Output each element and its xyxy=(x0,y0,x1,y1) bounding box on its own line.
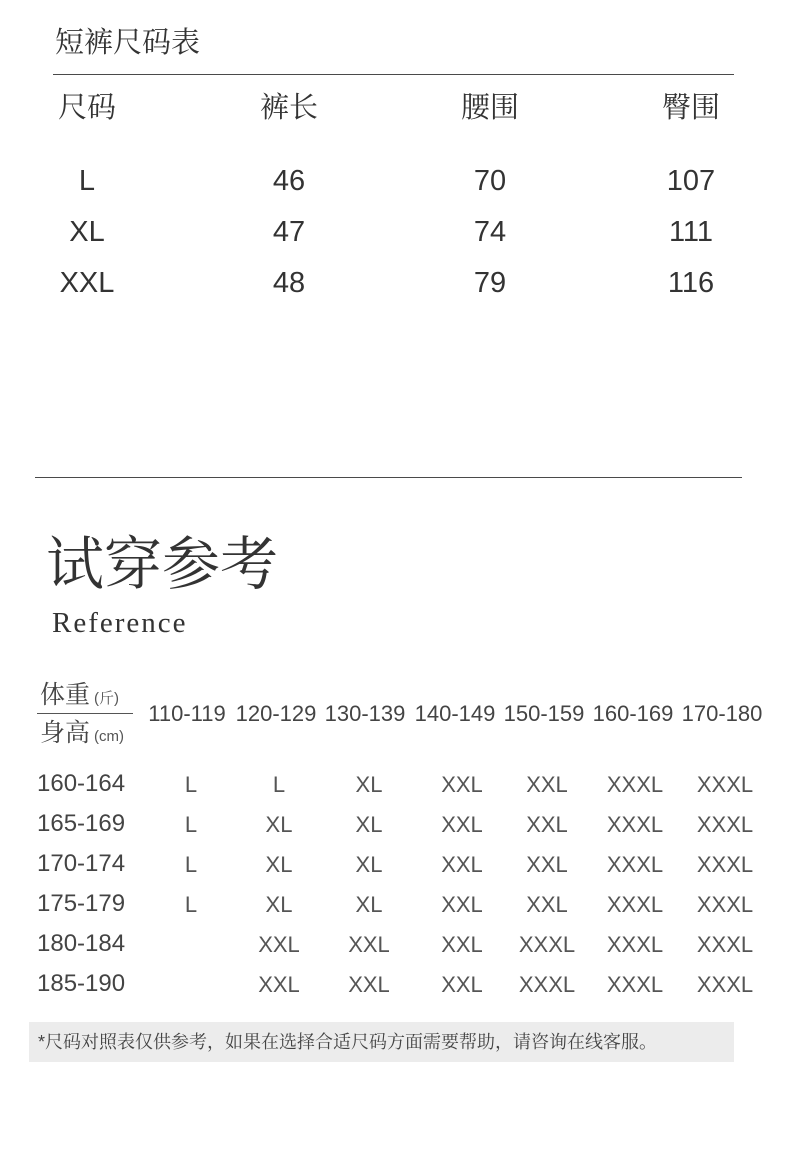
size-recommendation: XXXL xyxy=(518,932,576,957)
size-recommendation: XXXL xyxy=(606,932,664,957)
weight-range-header: 110-119 xyxy=(148,701,226,726)
weight-label: 体重 xyxy=(40,681,91,709)
size-recommendation: XL xyxy=(265,852,293,877)
length-cell: 48 xyxy=(272,267,306,299)
size-recommendation: XL xyxy=(355,812,383,837)
reference-row xyxy=(0,970,790,998)
size-recommendation: L xyxy=(184,812,198,837)
waist-cell: 70 xyxy=(473,165,507,197)
length-cell: 47 xyxy=(272,216,306,248)
column-header-waist: 腰围 xyxy=(460,92,519,124)
size-cell: XXL xyxy=(59,267,115,299)
hip-cell: 111 xyxy=(668,216,714,248)
size-recommendation: XXL xyxy=(348,972,390,997)
size-recommendation: XXXL xyxy=(606,772,664,797)
height-range-label: 185-190 xyxy=(37,970,126,997)
size-recommendation: XL xyxy=(355,892,383,917)
reference-row xyxy=(0,930,790,958)
size-chart-row xyxy=(0,165,790,197)
height-label: 身高 xyxy=(40,719,91,747)
height-range-label: 165-169 xyxy=(37,810,126,837)
column-header-length: 裤长 xyxy=(259,92,318,124)
size-recommendation: XXL xyxy=(258,972,300,997)
disclaimer-box xyxy=(29,1022,734,1062)
size-recommendation: XXXL xyxy=(518,972,576,997)
size-recommendation: XXL xyxy=(258,932,300,957)
size-chart-divider xyxy=(53,74,734,75)
reference-subtitle: Reference xyxy=(52,607,188,639)
size-recommendation: XXL xyxy=(441,932,483,957)
column-header-hip: 臀围 xyxy=(661,92,720,124)
size-chart-row xyxy=(0,216,790,248)
size-recommendation: XXXL xyxy=(696,892,754,917)
height-range-label: 160-164 xyxy=(37,770,126,797)
disclaimer-text: *尺码对照表仅供参考，如果在选择合适尺码方面需要帮助，请咨询在线客服。 xyxy=(38,1032,658,1052)
size-chart-header-row xyxy=(0,92,790,124)
reference-title: 试穿参考 xyxy=(46,532,279,597)
size-recommendation: XXXL xyxy=(606,892,664,917)
weight-range-header: 130-139 xyxy=(324,701,406,726)
weight-range-header: 160-169 xyxy=(592,701,674,726)
weight-header-row xyxy=(0,700,790,728)
reference-row xyxy=(0,770,790,798)
height-range-label: 180-184 xyxy=(37,930,126,957)
size-recommendation: XL xyxy=(355,772,383,797)
size-recommendation: XXL xyxy=(526,772,568,797)
size-recommendation: XXXL xyxy=(606,852,664,877)
size-recommendation: L xyxy=(272,772,286,797)
section-divider xyxy=(35,477,742,478)
size-recommendation: XXL xyxy=(526,892,568,917)
size-recommendation: XXL xyxy=(441,892,483,917)
waist-cell: 79 xyxy=(473,267,507,299)
size-recommendation: XXXL xyxy=(696,812,754,837)
size-recommendation: XXXL xyxy=(696,852,754,877)
size-recommendation: XXL xyxy=(348,932,390,957)
size-recommendation: XXXL xyxy=(696,772,754,797)
size-recommendation: L xyxy=(184,892,198,917)
weight-range-header: 120-129 xyxy=(235,701,317,726)
size-recommendation: XXL xyxy=(441,812,483,837)
size-recommendation: XXL xyxy=(441,972,483,997)
size-chart-title: 短裤尺码表 xyxy=(55,27,201,59)
hip-cell: 107 xyxy=(666,165,716,197)
reference-row xyxy=(0,850,790,878)
column-header-size: 尺码 xyxy=(57,92,116,124)
height-unit: (cm) xyxy=(94,728,125,745)
size-recommendation: XXXL xyxy=(696,932,754,957)
size-recommendation: L xyxy=(184,772,198,797)
length-cell: 46 xyxy=(272,165,306,197)
size-cell: L xyxy=(78,165,96,197)
weight-range-header: 170-180 xyxy=(681,701,763,726)
size-cell: XL xyxy=(69,216,105,248)
waist-cell: 74 xyxy=(473,216,507,248)
size-recommendation: XL xyxy=(265,892,293,917)
height-range-label: 175-179 xyxy=(37,890,126,917)
size-recommendation: XXXL xyxy=(606,972,664,997)
size-recommendation: XXL xyxy=(441,852,483,877)
size-chart-row xyxy=(0,267,790,299)
size-recommendation: XXXL xyxy=(606,812,664,837)
reference-row xyxy=(0,890,790,918)
size-recommendation: XXL xyxy=(526,812,568,837)
size-recommendation: XL xyxy=(355,852,383,877)
size-recommendation: XXXL xyxy=(696,972,754,997)
height-range-label: 170-174 xyxy=(37,850,126,877)
weight-range-header: 140-149 xyxy=(414,701,496,726)
size-recommendation: XL xyxy=(265,812,293,837)
hip-cell: 116 xyxy=(667,267,715,299)
size-recommendation: L xyxy=(184,852,198,877)
weight-range-header: 150-159 xyxy=(503,701,585,726)
size-recommendation: XXL xyxy=(441,772,483,797)
reference-row xyxy=(0,810,790,838)
size-recommendation: XXL xyxy=(526,852,568,877)
weight-unit: (斤) xyxy=(94,690,120,707)
